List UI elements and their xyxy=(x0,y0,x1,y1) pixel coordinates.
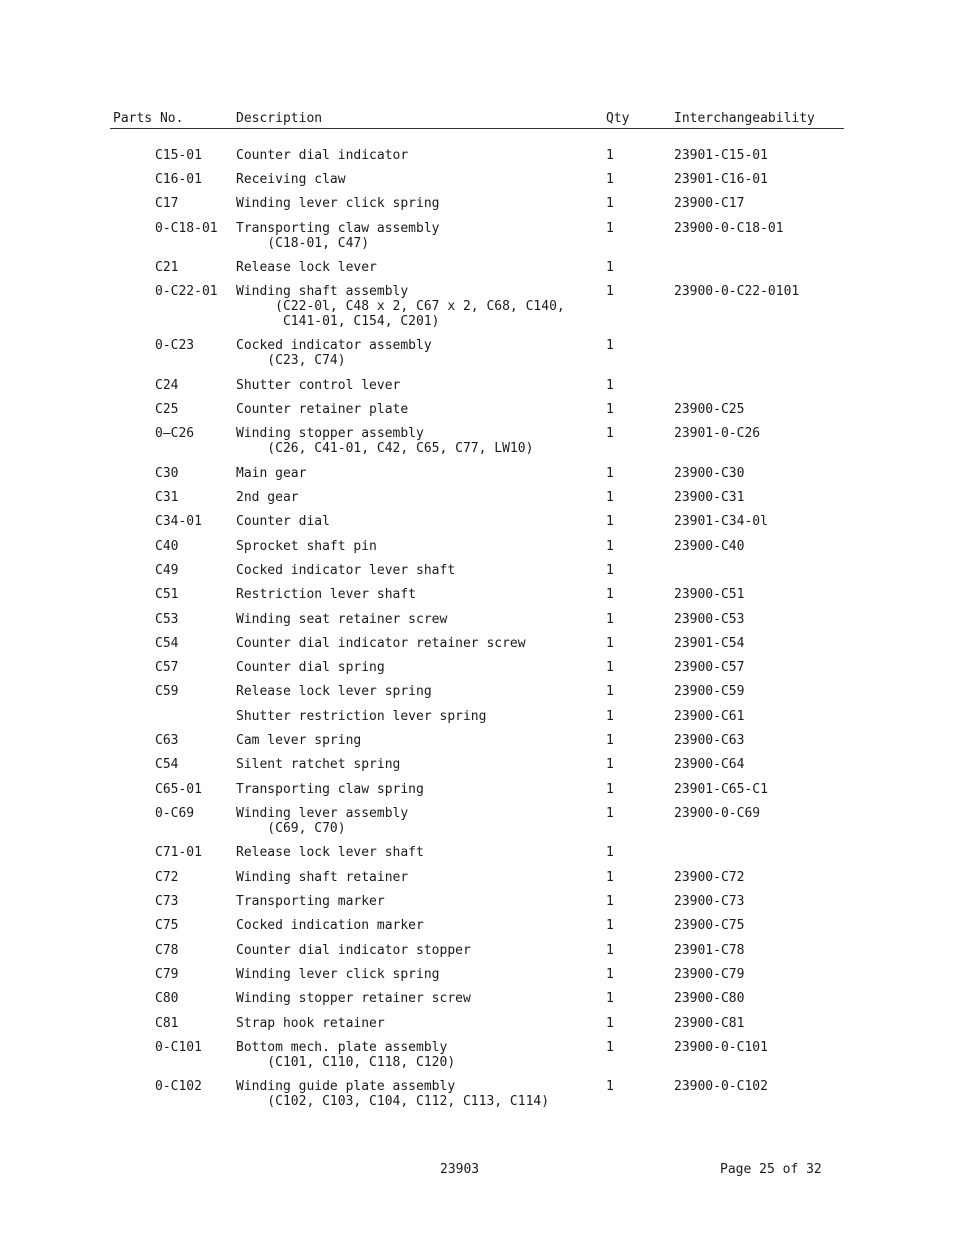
part-interchangeability: 23901-C65-C1 xyxy=(674,782,768,797)
part-qty: 1 xyxy=(606,378,614,393)
part-description: Winding seat retainer screw xyxy=(236,612,448,627)
part-description: Winding shaft assembly xyxy=(236,284,409,299)
part-interchangeability: 23901-C78 xyxy=(674,943,745,958)
part-description: Release lock lever xyxy=(236,260,377,275)
part-description-cell xyxy=(236,660,385,675)
part-number: C80 xyxy=(155,991,179,1006)
part-description-cell xyxy=(236,221,440,251)
part-description-cell xyxy=(236,709,486,724)
part-qty: 1 xyxy=(606,709,614,724)
part-interchangeability: 23900-C57 xyxy=(674,660,745,675)
part-interchangeability: 23901-C16-01 xyxy=(674,172,768,187)
part-interchangeability: 23900-C53 xyxy=(674,612,745,627)
part-interchangeability: 23900-C79 xyxy=(674,967,745,982)
part-description: Winding guide plate assembly xyxy=(236,1079,456,1094)
part-description: Bottom mech. plate assembly xyxy=(236,1040,448,1055)
part-number: C15-01 xyxy=(155,148,202,163)
part-components: (C101, C110, C118, C120) xyxy=(236,1055,456,1070)
part-qty: 1 xyxy=(606,260,614,275)
part-description-cell xyxy=(236,1040,455,1070)
part-description-cell xyxy=(236,466,306,481)
part-number: C78 xyxy=(155,943,179,958)
part-number: 0-C101 xyxy=(155,1040,202,1055)
part-description-cell xyxy=(236,757,400,772)
part-qty: 1 xyxy=(606,1079,614,1094)
part-number: C49 xyxy=(155,563,179,578)
part-description-cell xyxy=(236,1016,385,1031)
part-number: C75 xyxy=(155,918,179,933)
part-number: 0-C18-01 xyxy=(155,221,218,236)
part-qty: 1 xyxy=(606,587,614,602)
part-qty: 1 xyxy=(606,612,614,627)
part-number: 0-C69 xyxy=(155,806,195,821)
part-interchangeability: 23900-0-C102 xyxy=(674,1079,768,1094)
part-description: Shutter restriction lever spring xyxy=(236,709,487,724)
part-qty: 1 xyxy=(606,943,614,958)
part-qty: 1 xyxy=(606,870,614,885)
part-qty: 1 xyxy=(606,426,614,441)
part-description: Cocked indicator assembly xyxy=(236,338,432,353)
part-description: Counter dial indicator retainer screw xyxy=(236,636,526,651)
part-description-cell xyxy=(236,967,440,982)
part-qty: 1 xyxy=(606,757,614,772)
part-interchangeability: 23900-C40 xyxy=(674,539,745,554)
part-qty: 1 xyxy=(606,806,614,821)
part-qty: 1 xyxy=(606,466,614,481)
part-number: C30 xyxy=(155,466,179,481)
part-number: C71-01 xyxy=(155,845,202,860)
part-number: C25 xyxy=(155,402,179,417)
part-number: C59 xyxy=(155,684,179,699)
part-description-cell xyxy=(236,563,455,578)
part-interchangeability: 23900-0-C22-0101 xyxy=(674,284,800,299)
document-number: 23903 xyxy=(440,1162,480,1177)
part-interchangeability: 23900-C61 xyxy=(674,709,745,724)
part-qty: 1 xyxy=(606,1040,614,1055)
part-qty: 1 xyxy=(606,514,614,529)
part-interchangeability: 23900-C17 xyxy=(674,196,745,211)
part-interchangeability: 23900-C80 xyxy=(674,991,745,1006)
part-description: Counter retainer plate xyxy=(236,402,409,417)
part-qty: 1 xyxy=(606,733,614,748)
part-number: C51 xyxy=(155,587,179,602)
part-description-cell xyxy=(236,539,377,554)
part-description-cell xyxy=(236,148,408,163)
part-number: C21 xyxy=(155,260,179,275)
part-description-cell xyxy=(236,338,432,368)
part-interchangeability: 23901-C15-01 xyxy=(674,148,768,163)
part-description-cell xyxy=(236,587,416,602)
part-interchangeability: 23901-C54 xyxy=(674,636,745,651)
part-qty: 1 xyxy=(606,172,614,187)
part-interchangeability: 23900-0-C69 xyxy=(674,806,761,821)
part-interchangeability: 23900-C59 xyxy=(674,684,745,699)
part-description-cell xyxy=(236,845,424,860)
part-number: C24 xyxy=(155,378,179,393)
part-description-cell xyxy=(236,402,408,417)
part-qty: 1 xyxy=(606,782,614,797)
part-interchangeability: 23900-C30 xyxy=(674,466,745,481)
header-interchangeability: Interchangeability xyxy=(674,111,815,126)
part-description-cell xyxy=(236,284,565,329)
part-number: C17 xyxy=(155,196,179,211)
part-components: (C18-01, C47) xyxy=(236,236,370,251)
part-interchangeability: 23901-0-C26 xyxy=(674,426,761,441)
part-description: Winding stopper retainer screw xyxy=(236,991,471,1006)
part-description: Counter dial xyxy=(236,514,330,529)
part-number: C54 xyxy=(155,757,179,772)
part-description: Release lock lever spring xyxy=(236,684,432,699)
part-description-cell xyxy=(236,172,346,187)
part-description-cell xyxy=(236,943,471,958)
part-description: Sprocket shaft pin xyxy=(236,539,377,554)
part-description: Transporting claw spring xyxy=(236,782,424,797)
part-number: C81 xyxy=(155,1016,179,1031)
part-interchangeability: 23900-C63 xyxy=(674,733,745,748)
part-description: Winding stopper assembly xyxy=(236,426,424,441)
part-description: Transporting marker xyxy=(236,894,385,909)
part-description-cell xyxy=(236,733,361,748)
part-number: C53 xyxy=(155,612,179,627)
part-number: C72 xyxy=(155,870,179,885)
part-components: (C22-0l, C48 x 2, C67 x 2, C68, C140, C141-01, C154, C201) xyxy=(275,299,565,329)
part-qty: 1 xyxy=(606,196,614,211)
part-qty: 1 xyxy=(606,1016,614,1031)
part-description: Cocked indicator lever shaft xyxy=(236,563,456,578)
page-number: Page 25 of 32 xyxy=(720,1162,822,1177)
part-qty: 1 xyxy=(606,684,614,699)
part-description: Shutter control lever xyxy=(236,378,401,393)
part-qty: 1 xyxy=(606,539,614,554)
header-divider xyxy=(110,128,844,129)
part-number: C16-01 xyxy=(155,172,202,187)
part-interchangeability: 23900-C51 xyxy=(674,587,745,602)
part-description: Strap hook retainer xyxy=(236,1016,385,1031)
part-description-cell xyxy=(236,991,471,1006)
part-description-cell xyxy=(236,782,424,797)
part-description-cell xyxy=(236,612,447,627)
header-description: Description xyxy=(236,111,323,126)
part-description-cell xyxy=(236,806,408,836)
part-number: C79 xyxy=(155,967,179,982)
part-interchangeability: 23900-C73 xyxy=(674,894,745,909)
part-number: 0-C23 xyxy=(155,338,195,353)
part-interchangeability: 23900-0-C101 xyxy=(674,1040,768,1055)
part-number: C57 xyxy=(155,660,179,675)
part-interchangeability: 23900-C31 xyxy=(674,490,745,505)
part-description: Counter dial indicator stopper xyxy=(236,943,471,958)
part-components: (C102, C103, C104, C112, C113, C114) xyxy=(236,1094,550,1109)
part-interchangeability: 23900-C72 xyxy=(674,870,745,885)
part-description: Main gear xyxy=(236,466,307,481)
part-qty: 1 xyxy=(606,490,614,505)
part-description: Cam lever spring xyxy=(236,733,362,748)
part-description: Winding lever click spring xyxy=(236,967,440,982)
part-qty: 1 xyxy=(606,636,614,651)
part-interchangeability: 23900-0-C18-01 xyxy=(674,221,784,236)
part-interchangeability: 23900-C75 xyxy=(674,918,745,933)
part-description: Cocked indication marker xyxy=(236,918,424,933)
table-header xyxy=(0,111,954,127)
part-description: Counter dial indicator xyxy=(236,148,409,163)
part-description-cell xyxy=(236,426,533,456)
part-description-cell xyxy=(236,196,440,211)
part-qty: 1 xyxy=(606,845,614,860)
part-description-cell xyxy=(236,490,299,505)
part-description-cell xyxy=(236,894,385,909)
part-description-cell xyxy=(236,1079,549,1109)
part-description: Release lock lever shaft xyxy=(236,845,424,860)
part-number: C54 xyxy=(155,636,179,651)
header-part-no: Parts No. xyxy=(113,111,184,126)
part-qty: 1 xyxy=(606,918,614,933)
part-description-cell xyxy=(236,918,424,933)
part-components: (C26, C41-01, C42, C65, C77, LW10) xyxy=(236,441,534,456)
part-number: 0-C102 xyxy=(155,1079,202,1094)
part-description-cell xyxy=(236,684,432,699)
part-description: Restriction lever shaft xyxy=(236,587,417,602)
part-description: Winding shaft retainer xyxy=(236,870,409,885)
part-interchangeability: 23900-C25 xyxy=(674,402,745,417)
part-interchangeability: 23900-C64 xyxy=(674,757,745,772)
part-number: C34-01 xyxy=(155,514,202,529)
part-qty: 1 xyxy=(606,563,614,578)
part-qty: 1 xyxy=(606,660,614,675)
part-number: C63 xyxy=(155,733,179,748)
part-number: C40 xyxy=(155,539,179,554)
part-qty: 1 xyxy=(606,991,614,1006)
part-description-cell xyxy=(236,378,400,393)
part-description: 2nd gear xyxy=(236,490,299,505)
part-description-cell xyxy=(236,260,377,275)
part-description: Silent ratchet spring xyxy=(236,757,401,772)
part-description: Transporting claw assembly xyxy=(236,221,440,236)
header-qty: Qty xyxy=(606,111,630,126)
part-qty: 1 xyxy=(606,894,614,909)
part-number: C65-01 xyxy=(155,782,202,797)
part-qty: 1 xyxy=(606,284,614,299)
part-number: 0-C22-01 xyxy=(155,284,218,299)
part-number: C73 xyxy=(155,894,179,909)
part-interchangeability: 23901-C34-0l xyxy=(674,514,768,529)
part-components: (C69, C70) xyxy=(236,821,346,836)
part-qty: 1 xyxy=(606,402,614,417)
part-description-cell xyxy=(236,636,526,651)
part-qty: 1 xyxy=(606,338,614,353)
part-qty: 1 xyxy=(606,148,614,163)
part-description: Counter dial spring xyxy=(236,660,385,675)
part-description-cell xyxy=(236,514,330,529)
part-description-cell xyxy=(236,870,408,885)
part-number: C31 xyxy=(155,490,179,505)
part-description: Receiving claw xyxy=(236,172,346,187)
part-description: Winding lever assembly xyxy=(236,806,409,821)
part-components: (C23, C74) xyxy=(236,353,346,368)
part-qty: 1 xyxy=(606,967,614,982)
part-qty: 1 xyxy=(606,221,614,236)
part-interchangeability: 23900-C81 xyxy=(674,1016,745,1031)
part-description: Winding lever click spring xyxy=(236,196,440,211)
part-number: 0—C26 xyxy=(155,426,195,441)
